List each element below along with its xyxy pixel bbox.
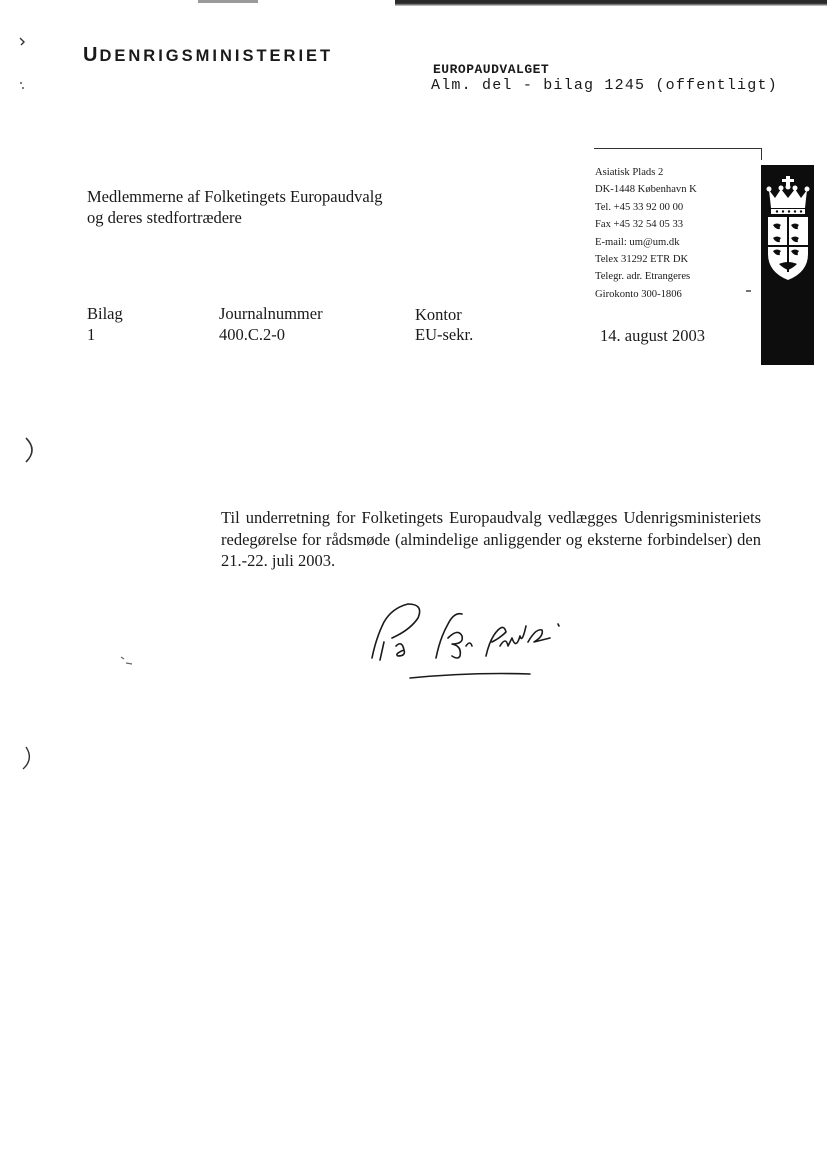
address-street: Asiatisk Plads 2	[595, 167, 664, 178]
stamp-committee: EUROPAUDVALGET	[433, 62, 550, 77]
address-rule-tick	[761, 148, 762, 160]
journal-label: Journalnummer	[219, 304, 323, 323]
bilag-label: Bilag	[87, 304, 123, 323]
stamp-reference: Alm. del - bilag 1245 (offentligt)	[431, 77, 778, 94]
royal-crest-icon	[765, 176, 811, 282]
margin-bracket	[22, 436, 40, 464]
bilag-value: 1	[87, 325, 96, 344]
top-border-line	[395, 0, 827, 6]
ministry-title: UDENRIGSMINISTERIET	[83, 44, 334, 66]
address-tel: Tel. +45 33 92 00 00	[595, 201, 684, 213]
address-telegr: Telegr. adr. Etrangeres	[595, 271, 691, 283]
recipient-block	[87, 186, 383, 228]
recipient-line-1: Medlemmerne af Folketingets Europaudvalg	[87, 187, 383, 206]
handwritten-signature	[362, 598, 572, 684]
letter-date: 14. august 2003	[600, 326, 705, 345]
address-fax: Fax +45 32 54 05 33	[595, 219, 684, 231]
kontor-value: EU-sekr.	[415, 325, 474, 344]
scan-artifact-line	[198, 0, 258, 3]
kontor-label: Kontor	[415, 305, 462, 324]
address-rule	[594, 148, 761, 149]
punch-mark	[18, 36, 28, 48]
body-paragraph: Til underretning for Folketingets Europaudvalg vedlægges Udenrigsministeriets redegørelse for rådsmøde (almindelige anliggender og eksterne forbindelser) den 21.-22. juli 2003.	[221, 508, 761, 570]
address-email: E-mail: um@um.dk	[595, 236, 680, 248]
address-block	[595, 164, 697, 303]
margin-bracket	[20, 745, 36, 771]
address-giro: Girokonto 300-1806	[595, 288, 682, 300]
address-telex: Telex 31292 ETR DK	[595, 254, 689, 266]
scan-speck	[118, 654, 136, 668]
punch-mark	[18, 80, 26, 94]
recipient-line-2: og deres stedfortrædere	[87, 208, 242, 227]
address-city: DK-1448 København K	[595, 184, 697, 196]
journal-value: 400.C.2-0	[219, 325, 285, 344]
scan-speck	[744, 288, 754, 294]
